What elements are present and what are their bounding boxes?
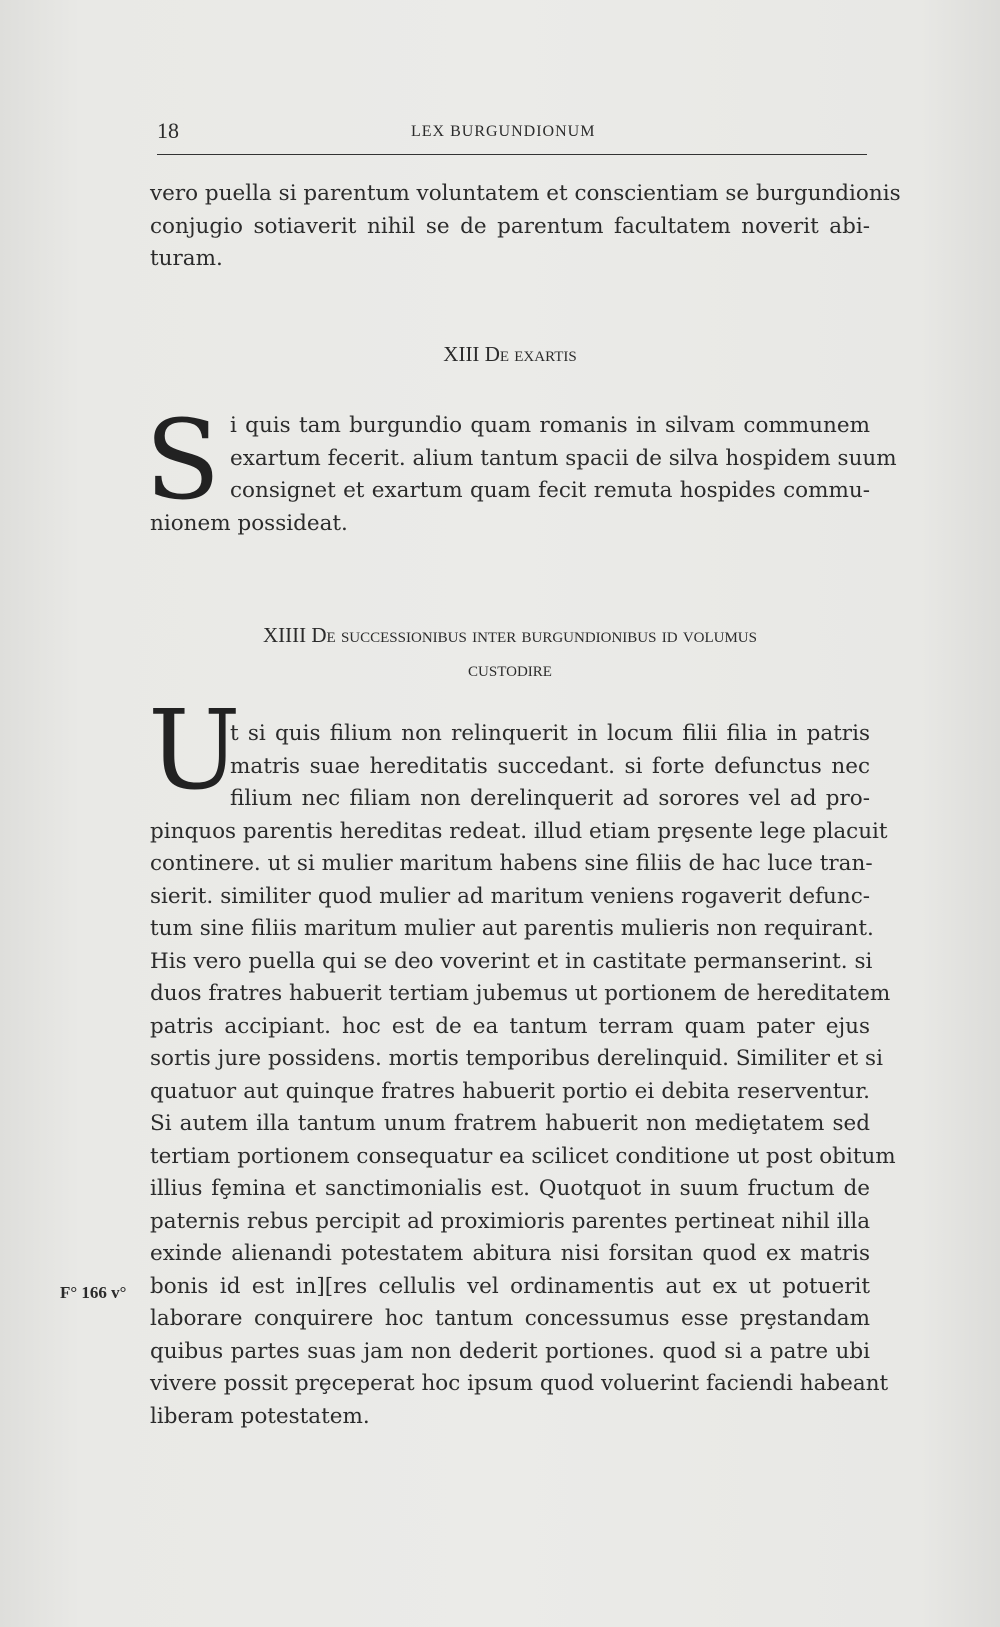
text-line: tum sine filiis maritum mulier aut parentis mulieris non requirant. [150,916,874,941]
intro-paragraph [150,178,901,276]
section-title-continued: custodire [468,657,552,681]
text-line: quatuor aut quinque fratres habuerit portio ei debita reserventur. [150,1078,870,1104]
text-line: vero puella si parentum voluntatem et conscientiam se burgundionis [150,181,901,206]
text-line: bonis id est in][res cellulis vel ordinamentis aut ex ut potuerit [150,1273,870,1299]
text-line: duos fratres habuerit tertiam jubemus ut portionem de hereditatem [150,981,891,1006]
text-line: conjugio sotiaverit nihil se de parentum facultatem noverit abi- [150,213,870,239]
text-line: vivere possit prȩceperat hoc ipsum quod voluerint faciendi habeant [150,1371,889,1396]
section-14-body [150,718,896,1433]
drop-cap-u: U [148,686,241,814]
text-line: matris suae hereditatis succedant. si forte defunctus nec [230,753,870,779]
text-line: exartum fecerit. alium tantum spacii de silva hospidem suum [230,445,897,471]
text-line: Si autem illa tantum unum fratrem habuerit non mediȩtatem sed [150,1111,870,1136]
text-line: liberam potestatem. [150,1403,370,1429]
text-line: filium nec filiam non derelinquerit ad sorores vel ad pro- [230,786,870,811]
section-13-body [150,410,897,540]
running-title: LEX BURGUNDIONUM [411,123,596,140]
folio-margin-note: F° 166 v° [60,1283,127,1302]
text-line: tertiam portionem consequatur ea scilicet conditione ut post obitum [150,1143,896,1169]
text-line: pinquos parentis hereditas redeat. illud etiam prȩsente lege placuit [150,818,888,844]
text-line: continere. ut si mulier maritum habens sine filiis de hac luce tran- [150,851,873,876]
text-line: nionem possideat. [150,510,348,536]
page-number: 18 [157,118,179,143]
text-line: consignet et exartum quam fecit remuta hospides commu- [230,478,870,503]
text-line: i quis tam burgundio quam romanis in silvam communem [230,413,870,438]
page-header [157,118,867,148]
section-number: XIIII [262,623,307,647]
text-line: t si quis filium non relinquerit in locum filii filia in patris [230,721,870,746]
text-line: turam. [150,246,223,271]
section-title: De successionibus inter burgundionibus id volumus [311,623,757,647]
text-line: illius fȩmina et sanctimonialis est. Quotquot in suum fructum de [150,1176,870,1201]
text-line: quibus partes suas jam non dederit portiones. quod si a patre ubi [150,1338,870,1364]
text-line: sierit. similiter quod mulier ad maritum veniens rogaverit defunc- [150,883,870,909]
text-line: laborare conquirere hoc tantum concessumus esse prȩstandam [150,1306,870,1331]
header-rule [157,154,867,155]
section-heading-13 [150,342,870,367]
text-line: His vero puella qui se deo voverint et in castitate permanserint. si [150,948,873,974]
section-title: De exartis [484,342,577,366]
section-heading-14 [150,618,870,686]
text-line: paternis rebus percipit ad proximioris parentes pertineat nihil illa [150,1208,871,1234]
text-line: exinde alienandi potestatem abitura nisi forsitan quod ex matris [150,1241,870,1266]
section-number: XIII [443,342,480,366]
text-line: sortis jure possidens. mortis temporibus derelinquid. Similiter et si [150,1046,883,1071]
section-heading-line [150,618,870,652]
text-line: patris accipiant. hoc est de ea tantum terram quam pater ejus [150,1013,870,1039]
drop-cap-s: S [145,396,221,524]
